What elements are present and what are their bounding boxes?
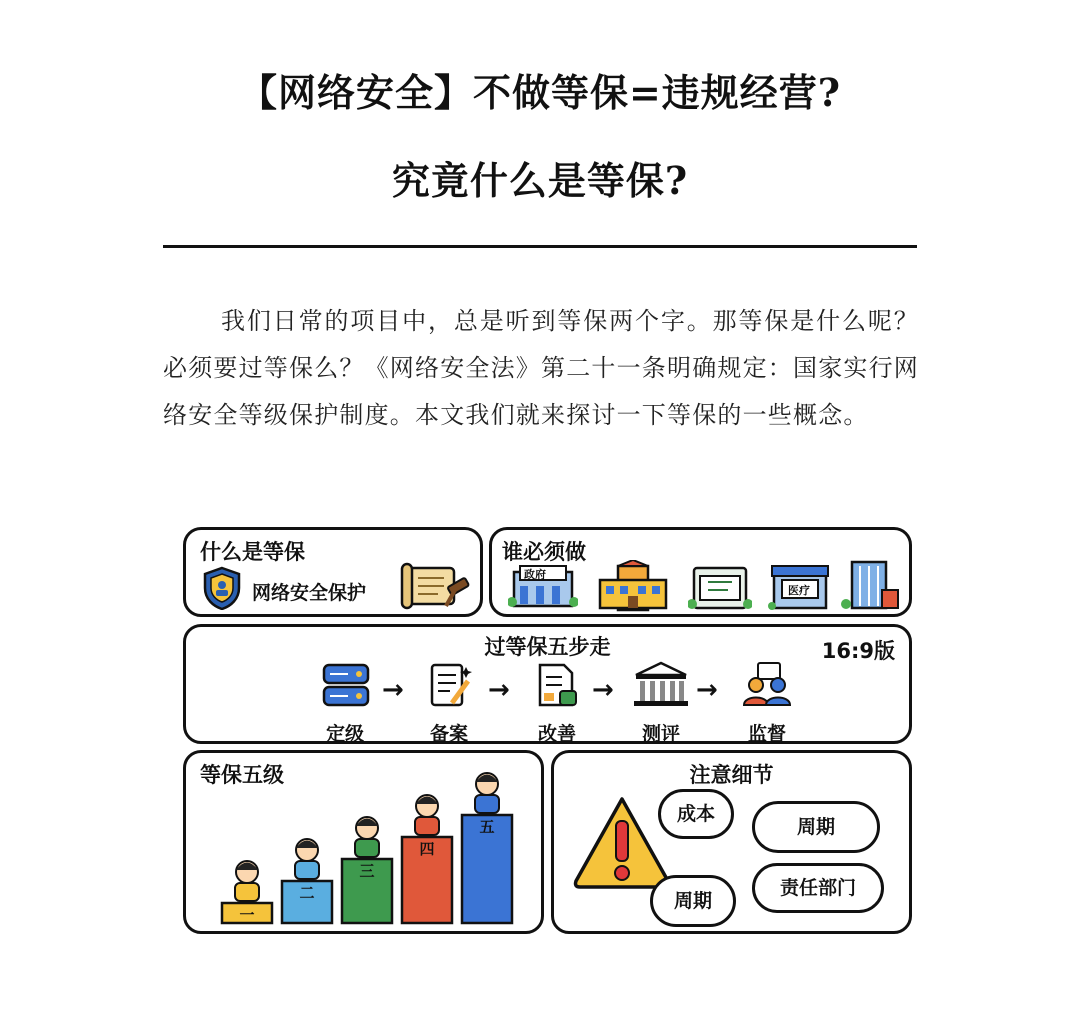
article-title-line2: 究竟什么是等保? (391, 158, 689, 203)
panel-five-levels-title: 等保五级 (200, 763, 284, 787)
arrow-icon: → (382, 675, 404, 705)
step-label: 监督 (747, 723, 786, 745)
note-bubble-period-2: 周期 (650, 875, 736, 927)
step-label: 测评 (641, 723, 680, 745)
child-figure-icon (355, 817, 379, 857)
server-icon (300, 661, 390, 713)
step-1 (300, 661, 390, 745)
level-label-5: 五 (479, 818, 495, 836)
step-label: 备案 (429, 723, 468, 745)
step-3 (512, 661, 602, 745)
document-edit-icon (404, 661, 494, 713)
panel-what-is (183, 527, 483, 617)
institution-icon (616, 661, 706, 713)
shield-icon (202, 566, 242, 610)
arrow-icon: → (696, 675, 718, 705)
sign-government: 政府 (524, 568, 546, 581)
school-building-icon (596, 560, 670, 612)
panel-what-is-caption: 网络安全保护 (252, 582, 367, 604)
arrow-icon: → (592, 675, 614, 705)
panel-five-steps (183, 624, 912, 744)
child-figure-icon (415, 795, 439, 835)
note-bubble-responsible-dept: 责任部门 (752, 863, 884, 913)
intro-paragraph: 我们日常的项目中，总是听到等保两个字。那等保是什么呢？必须要过等保么？《网络安全法》第二十一条明确规定：国家实行网络安全等级保护制度。本文我们就来探讨一下等保的一些概念。 (163, 307, 919, 429)
hospital-building-icon (688, 564, 752, 612)
step-label: 定级 (325, 723, 364, 745)
panel-five-steps-title: 过等保五步走 (484, 635, 611, 659)
level-label-4: 四 (419, 840, 435, 858)
panel-what-is-title: 什么是等保 (200, 540, 305, 564)
panel-who-must-title: 谁必须做 (502, 540, 586, 564)
office-building-icon (840, 558, 902, 612)
scroll-gavel-icon (400, 560, 472, 612)
arrow-icon: → (488, 675, 510, 705)
panel-notes (551, 750, 912, 934)
child-figure-icon (295, 839, 319, 879)
step-5 (722, 661, 812, 745)
step-2 (404, 661, 494, 745)
child-figure-icon (235, 861, 259, 901)
step-label: 改善 (537, 723, 576, 745)
panel-five-levels (183, 750, 544, 934)
article-title-line1: 【网络安全】不做等保=违规经营? (238, 70, 842, 115)
panel-notes-title: 注意细节 (689, 763, 774, 787)
note-bubble-cost: 成本 (658, 789, 734, 839)
levels-chart (186, 753, 541, 931)
version-badge: 16:9版 (821, 639, 895, 663)
sign-medical: 医疗 (788, 584, 810, 597)
level-label-2: 二 (299, 884, 315, 902)
panel-who-must (489, 527, 912, 617)
people-icon (722, 661, 812, 713)
note-bubble-period: 周期 (752, 801, 880, 853)
level-label-1: 一 (239, 906, 255, 924)
step-4 (616, 661, 706, 745)
child-figure-icon (475, 773, 499, 813)
document-check-icon (512, 661, 602, 713)
level-label-3: 三 (359, 862, 375, 880)
